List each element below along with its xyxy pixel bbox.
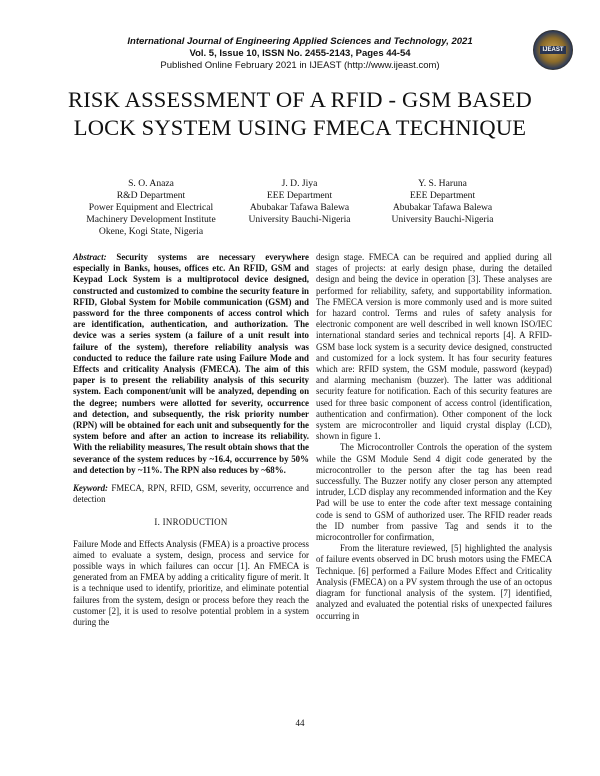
intro-paragraph: Failure Mode and Effects Analysis (FMEA) is a proactive process aimed to evaluate a system, design, process and service for possible ways in which failures can occur [1]. An FMECA is generated from an FMEA by adding a criticality figure of merit. It is a technique used to identify, prioritize, and eliminate potential failures from the system, design or process before they reach the customer [2], it is used to resolve potential problem in a system during the (73, 538, 309, 628)
author-affiliation: Power Equipment and Electrical (88, 202, 214, 213)
keywords (73, 483, 309, 505)
author-block (380, 178, 505, 226)
author-affiliation: Okene, Kogi State, Nigeria (98, 226, 204, 237)
author-block (66, 178, 236, 238)
journal-logo-text: IJEAST (542, 47, 564, 53)
author-name: J. D. Jiya (281, 178, 318, 189)
author-affiliation: University Bauchi-Nigeria (248, 214, 351, 225)
author-affiliation: EEE Department (409, 190, 476, 201)
journal-volume: Vol. 5, Issue 10, ISSN No. 2455-2143, Pages 44-54 (189, 48, 411, 59)
body-paragraph: From the literature reviewed, [5] highlighted the analysis of failure events observed in DC brush motors using the FMECA Technique. [6] performed a Failure Modes Effect and Criticality Analysis (FMECA) on a PV system through the use of an octopus diagram for functional analysis of the system. [7] identified, analyzed and evaluated the potential risks of unexpected failures occurring in (316, 543, 552, 621)
keywords-label: Keyword: (73, 483, 109, 494)
keywords-text: FMECA, RPN, RFID, GSM, severity, occurrence and detection (73, 483, 309, 505)
author-affiliation: Abubakar Tafawa Balewa (392, 202, 493, 213)
left-column (73, 252, 309, 628)
author-name: S. O. Anaza (128, 178, 174, 189)
journal-published: Published Online February 2021 in IJEAST (http://www.ijeast.com) (160, 60, 440, 71)
author-affiliation: Machinery Development Institute (86, 214, 216, 225)
author-block (237, 178, 362, 226)
author-name: Y. S. Haruna (418, 178, 467, 189)
section-heading: I. INRODUCTION (154, 517, 228, 528)
journal-name: International Journal of Engineering Applied Sciences and Technology, 2021 (127, 36, 473, 47)
body-paragraph: design stage. FMECA can be required and applied during all stages of projects: at early design phase, during the detailed design and being the device in operation [3]. These analyses are performed for reliability, safety, and supportability information. The FMECA version is more commonly used and is more suited for hazard control. Terms and rules of safety analysis for electronic component are well described in well known ISO/IEC international standard series and technical reports [4]. A RFID-GSM base lock system is a security device designed, constructed and customized for a lock system. It has four security features which are: RFID system, the GSM module, password (keypad) and alarming mechanism (buzzer). The latter was additional security feature for notification. Each of this security features are used for three basic component of access control (identification, authentication and confirmation). Other component of the lock system are microcontroller and liquid crystal display (LCD), shown in figure 1. (316, 252, 552, 442)
journal-logo (533, 30, 573, 70)
body-paragraph: The Microcontroller Controls the operation of the system while the GSM Module Send 4 digit code generated by the microcontroller to the person after the tag has been read successfully. The Buzzer notify any closer person any attempted intruder, LCD display any recommended information and the Key Pad will be use to enter the code after text message containing code is send to GSM of authorized user. The RFID reader reads the ID number from passive Tag and sends it to the microcontroller for confirmation, (316, 442, 552, 543)
author-affiliation: Abubakar Tafawa Balewa (249, 202, 350, 213)
paper-title: RISK ASSESSMENT OF A RFID - GSM BASED LOCK SYSTEM USING FMECA TECHNIQUE (68, 87, 532, 140)
right-column (316, 252, 552, 622)
author-affiliation: EEE Department (266, 190, 333, 201)
author-affiliation: R&D Department (116, 190, 186, 201)
abstract-text: Security systems are necessary everywhere especially in Banks, houses, offices etc. An RFID, GSM and Keypad Lock System is a multiprotocol device designed, constructed and customized to combine the security feature in RFID, Global System for Mobile communication (GSM) and password for the three components of access control which are identification, authentication, and authorization. The device was a series system (a failure of a unit result into failure of the system), therefore reliability analysis was conducted to reduce the failure rate using Failure Mode and Effects and criticality Analysis (FMECA). The aim of this paper is to present the reliability analysis of this security system. Each component/unit will be analyzed, depending on the degree; numbers were allotted for severity, occurrence and detection, and subsequently, the risk priority number (RPN) will be obtained for each unit and subsequently for the system before and after an action to increase its reliability. With the reliability measures, The result obtain shows that the severance of the system reduces by ~16.4, occurrence by 50% and detection by ~11%. The RPN also reduces by ~68%. (73, 252, 309, 475)
abstract (73, 252, 309, 476)
author-affiliation: University Bauchi-Nigeria (391, 214, 494, 225)
page-number: 44 (295, 718, 305, 728)
abstract-label: Abstract: (73, 252, 107, 262)
